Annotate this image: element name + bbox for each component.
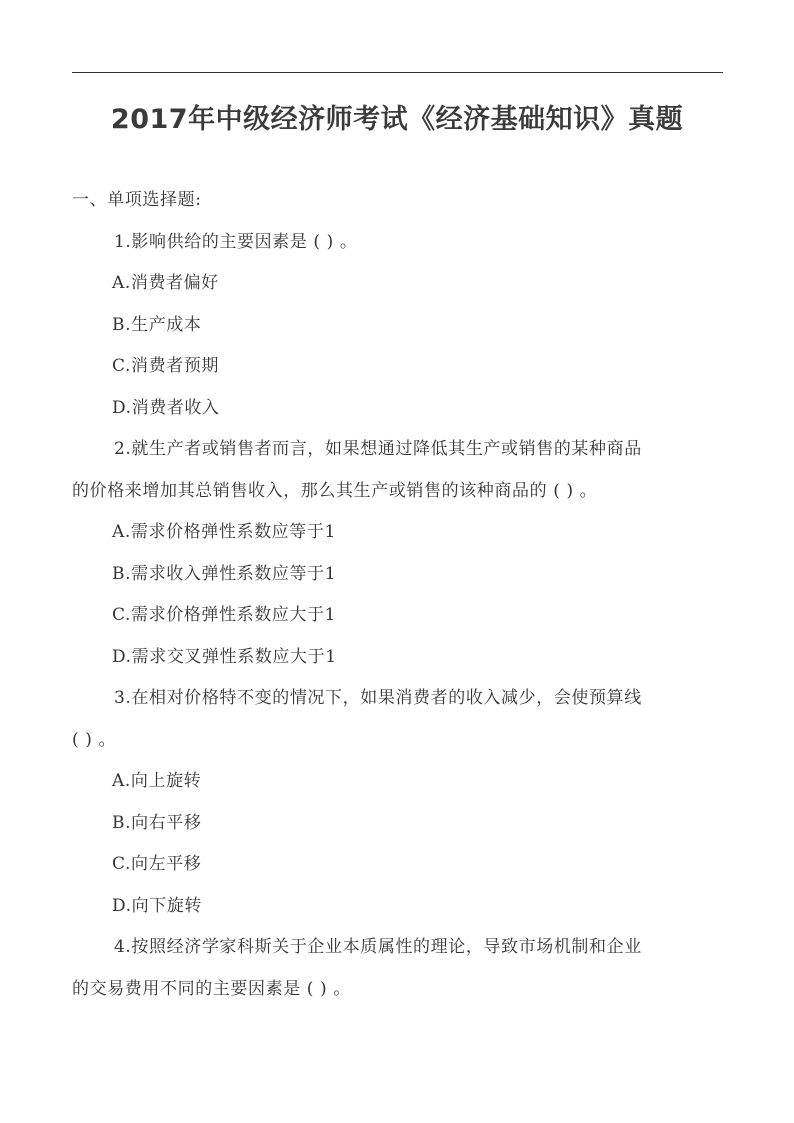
question-3-stem-line1: 3.在相对价格特不变的情况下，如果消费者的收入减少，会使预算线 (114, 688, 642, 708)
document-body (72, 180, 723, 1010)
question-2-option-c: C.需求价格弹性系数应大于1 (112, 605, 337, 625)
section-heading: 一、单项选择题: (72, 190, 202, 210)
question-3-option-a: A.向上旋转 (112, 771, 202, 791)
document-title: 2017年中级经济师考试《经济基础知识》真题 (110, 104, 684, 135)
question-2-option-a: A.需求价格弹性系数应等于1 (112, 522, 336, 542)
question-2-stem-line2: 的价格来增加其总销售收入，那么其生产或销售的该种商品的 ( ) 。 (72, 480, 598, 501)
question-1-option-c: C.消费者预期 (112, 356, 220, 376)
question-1-option-d: D.消费者收入 (112, 397, 220, 418)
question-4-stem-line1: 4.按照经济学家科斯关于企业本质属性的理论，导致市场机制和企业 (114, 937, 642, 957)
question-2-option-b: B.需求收入弹性系数应等于1 (112, 563, 337, 584)
question-3-option-b: B.向右平移 (112, 812, 202, 833)
question-2-option-d: D.需求交叉弹性系数应大于1 (112, 646, 337, 667)
header-rule (72, 72, 723, 73)
question-3-option-c: C.向左平移 (112, 854, 202, 874)
question-3-stem-line2: ( ) 。 (72, 729, 117, 750)
question-1-option-a: A.消费者偏好 (112, 273, 219, 293)
question-3-option-d: D.向下旋转 (112, 895, 203, 916)
question-1-stem: 1.影响供给的主要因素是 ( ) 。 (114, 231, 358, 252)
question-2-stem-line1: 2.就生产者或销售者而言，如果想通过降低其生产或销售的某种商品 (114, 439, 642, 459)
question-4-stem-line2: 的交易费用不同的主要因素是 ( ) 。 (72, 978, 351, 999)
question-1-option-b: B.生产成本 (112, 314, 202, 335)
